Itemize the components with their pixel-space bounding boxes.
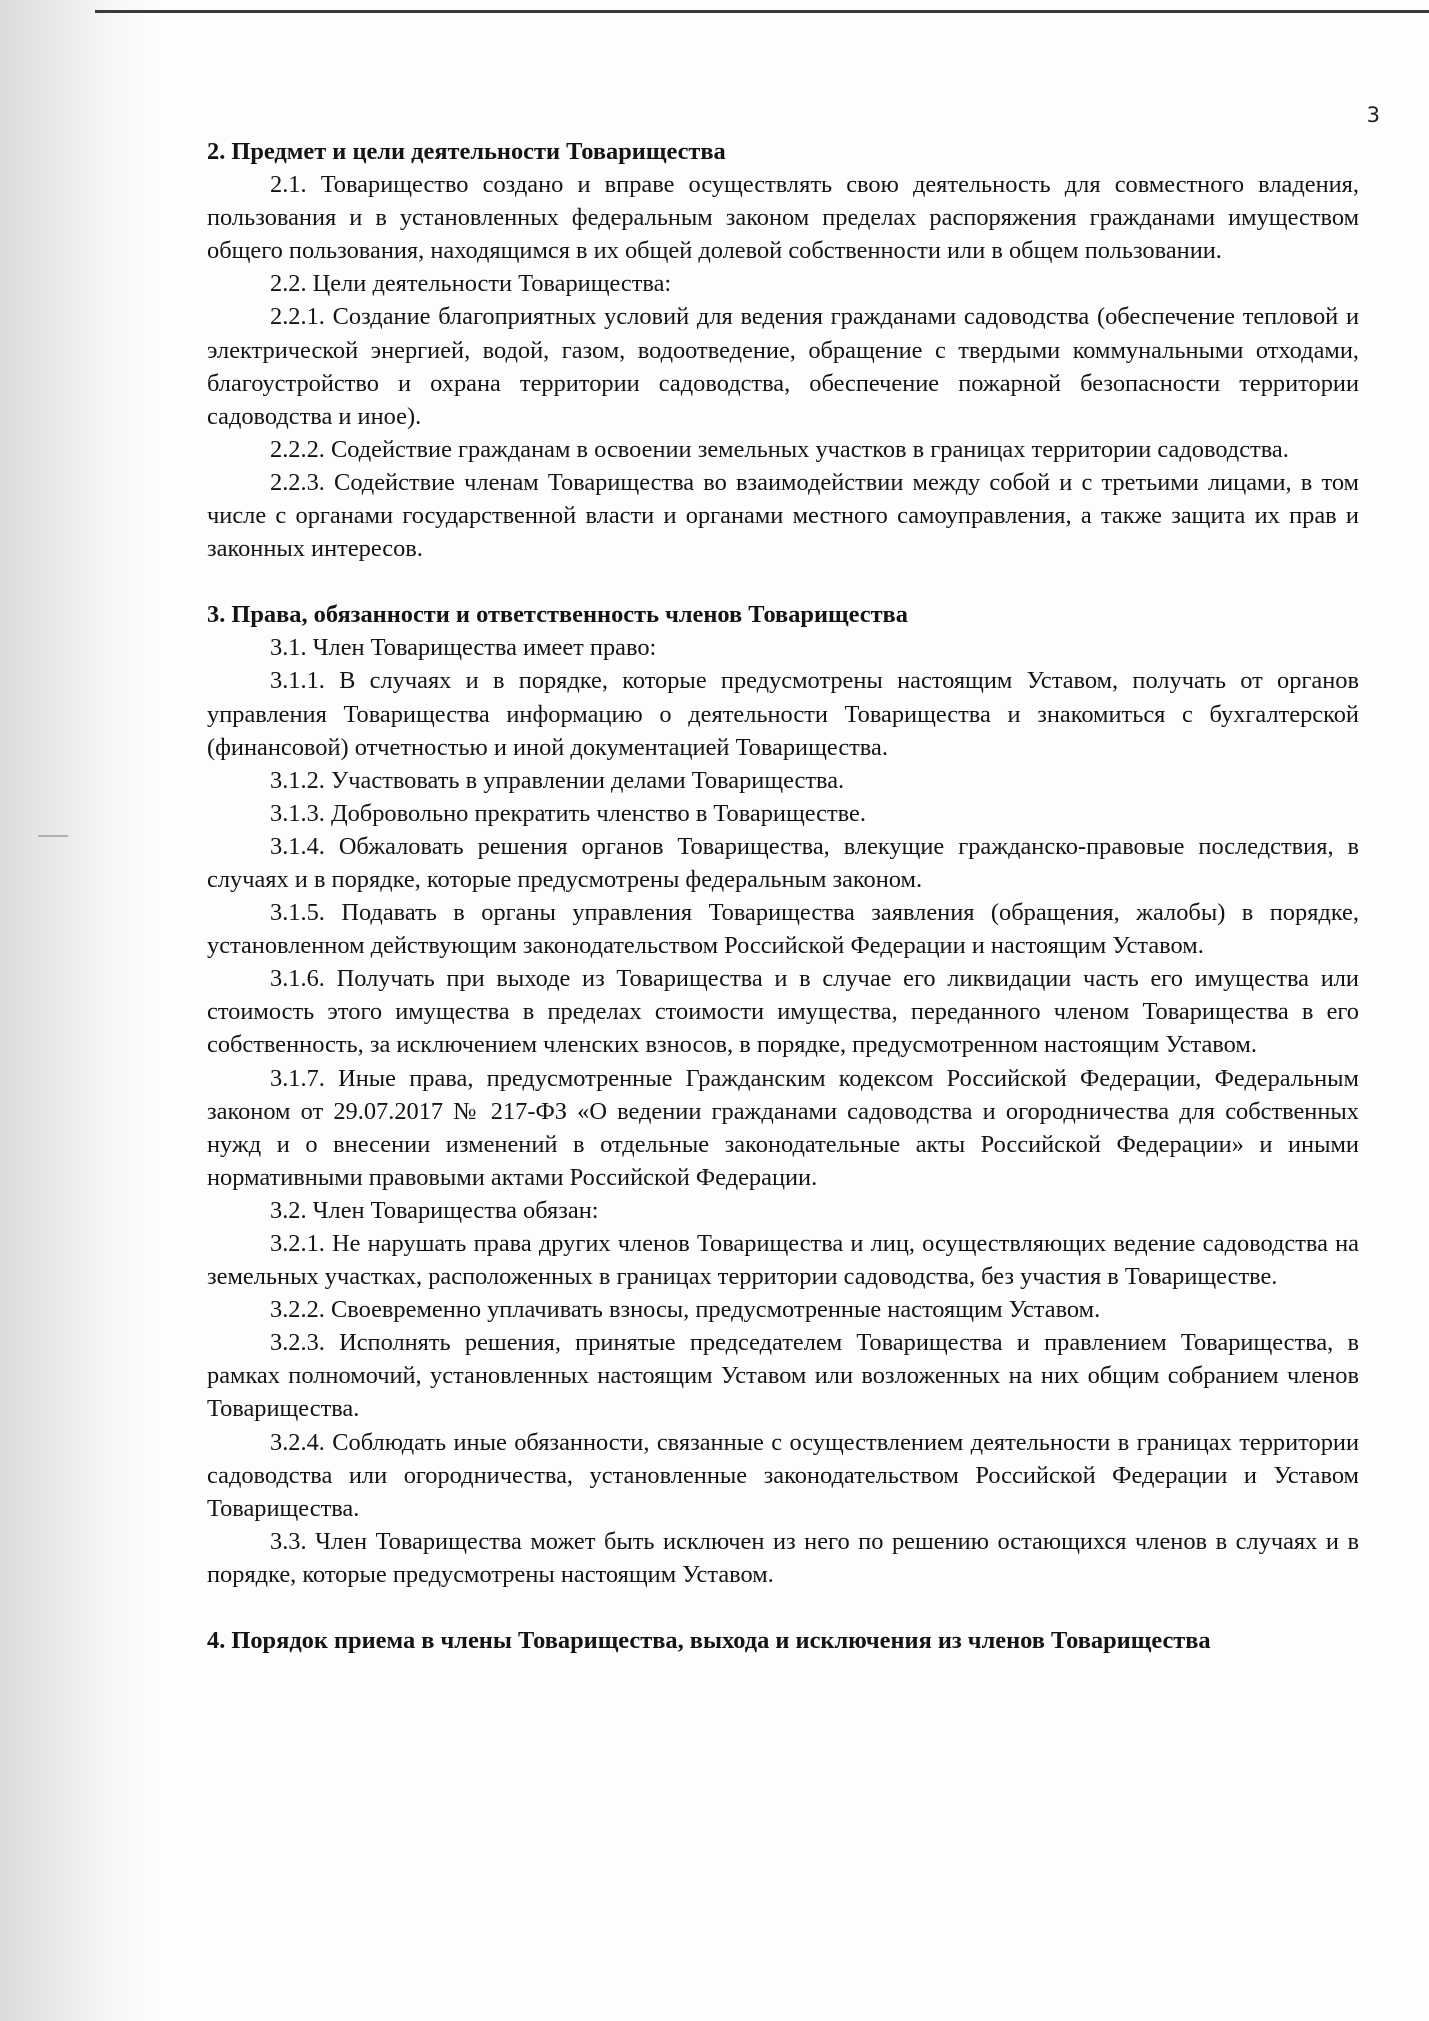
paragraph-3-2-3: 3.2.3. Исполнять решения, принятые председателем Товарищества и правлением Товарищества, в рамках полномочий, установленных настоящим Уставом или возложенных на них общим собранием членов Товарищества. (207, 1329, 1359, 1423)
paragraph-3-2-2: 3.2.2. Своевременно уплачивать взносы, предусмотренные настоящим Уставом. (270, 1296, 1101, 1324)
paragraph-2-2-2: 2.2.2. Содействие гражданам в освоении земельных участков в границах территории садоводства. (270, 435, 1289, 463)
paragraph-3-1-1: 3.1.1. В случаях и в порядке, которые предусмотрены настоящим Уставом, получать от органов управления Товарищества информацию о деятельности Товарищества и знакомиться с бухгалтерской (финансовой) отчетностью и иной документацией Товарищества. (207, 667, 1359, 761)
section-spacer (207, 1591, 1359, 1624)
paragraph-2-2-3: 2.2.3. Содействие членам Товарищества во взаимодействии между собой и с третьими лицами, в том числе с органами государственной власти и органами местного самоуправления, а также защита их прав и законных интересов. (207, 468, 1359, 563)
section-3-heading: 3. Права, обязанности и ответственность членов Товарищества (207, 601, 908, 629)
page-number: 3 (1366, 103, 1380, 127)
paragraph-3-1-2: 3.1.2. Участвовать в управлении делами Товарищества. (270, 766, 845, 794)
paragraph-3-2-1: 3.2.1. Не нарушать права других членов Товарищества и лиц, осуществляющих ведение садоводства на земельных участках, расположенных в границах территории садоводства, без участия в Товариществе. (207, 1230, 1359, 1291)
section-spacer (207, 565, 1359, 598)
paragraph-3-1-7: 3.1.7. Иные права, предусмотренные Гражданским кодексом Российской Федерации, Федеральным законом от 29.07.2017 № 217-ФЗ «О ведении гражданами садоводства и огородничества для собственных нужд и о внесении изменений в отдельные законодательные акты Российской Федерации» и иными нормативными правовыми актами Российской Федерации. (207, 1064, 1359, 1191)
paragraph-3-1: 3.1. Член Товарищества имеет право: (270, 634, 657, 662)
section-4-heading: 4. Порядок приема в члены Товарищества, выхода и исключения из членов Товарищества (207, 1627, 1211, 1655)
paragraph-3-1-6: 3.1.6. Получать при выходе из Товарищества и в случае его ликвидации часть его имущества или стоимость этого имущества в пределах стоимости имущества, переданного членом Товарищества в его собственность, за исключением членских взносов, в порядке, предусмотренном настоящим Уставом. (207, 965, 1359, 1059)
section-2-heading: 2. Предмет и цели деятельности Товарищества (207, 138, 726, 165)
paragraph-3-1-4: 3.1.4. Обжаловать решения органов Товарищества, влекущие гражданско-правовые последствия, в случаях и в порядке, которые предусмотрены федеральным законом. (207, 832, 1359, 893)
paragraph-3-2: 3.2. Член Товарищества обязан: (270, 1196, 599, 1224)
paragraph-3-2-4: 3.2.4. Соблюдать иные обязанности, связанные с осуществлением деятельности в границах территории садоводства или огородничества, установленные законодательством Российской Федерации и Уставом Товарищества. (207, 1428, 1359, 1522)
paragraph-2-1: 2.1. Товарищество создано и вправе осуществлять свою деятельность для совместного владения, пользования и в установленных федеральным законом пределах распоряжения гражданами имуществом общего пользования, находящимся в их общей долевой собственности или в общем пользовании. (207, 171, 1359, 265)
paragraph-3-3: 3.3. Член Товарищества может быть исключен из него по решению остающихся членов в случаях и в порядке, которые предусмотрены настоящим Уставом. (207, 1527, 1359, 1588)
scan-top-edge (95, 10, 1429, 13)
scan-fold-shadow (0, 0, 160, 2021)
paragraph-2-2-1: 2.2.1. Создание благоприятных условий для ведения гражданами садоводства (обеспечение тепловой и электрической энергией, водой, газом, водоотведение, обращение с твердыми коммунальными отходами, благоустройство и охрана территории садоводства, обеспечение пожарной безопасности территории садоводства и иное). (207, 303, 1359, 430)
document-body (207, 135, 1359, 1657)
paragraph-3-1-3: 3.1.3. Добровольно прекратить членство в Товариществе. (270, 799, 866, 827)
paragraph-3-1-5: 3.1.5. Подавать в органы управления Товарищества заявления (обращения, жалобы) в порядке, установленном действующим законодательством Российской Федерации и настоящим Уставом. (207, 899, 1359, 960)
scan-crease-mark (38, 835, 68, 837)
paragraph-2-2: 2.2. Цели деятельности Товарищества: (270, 270, 672, 298)
